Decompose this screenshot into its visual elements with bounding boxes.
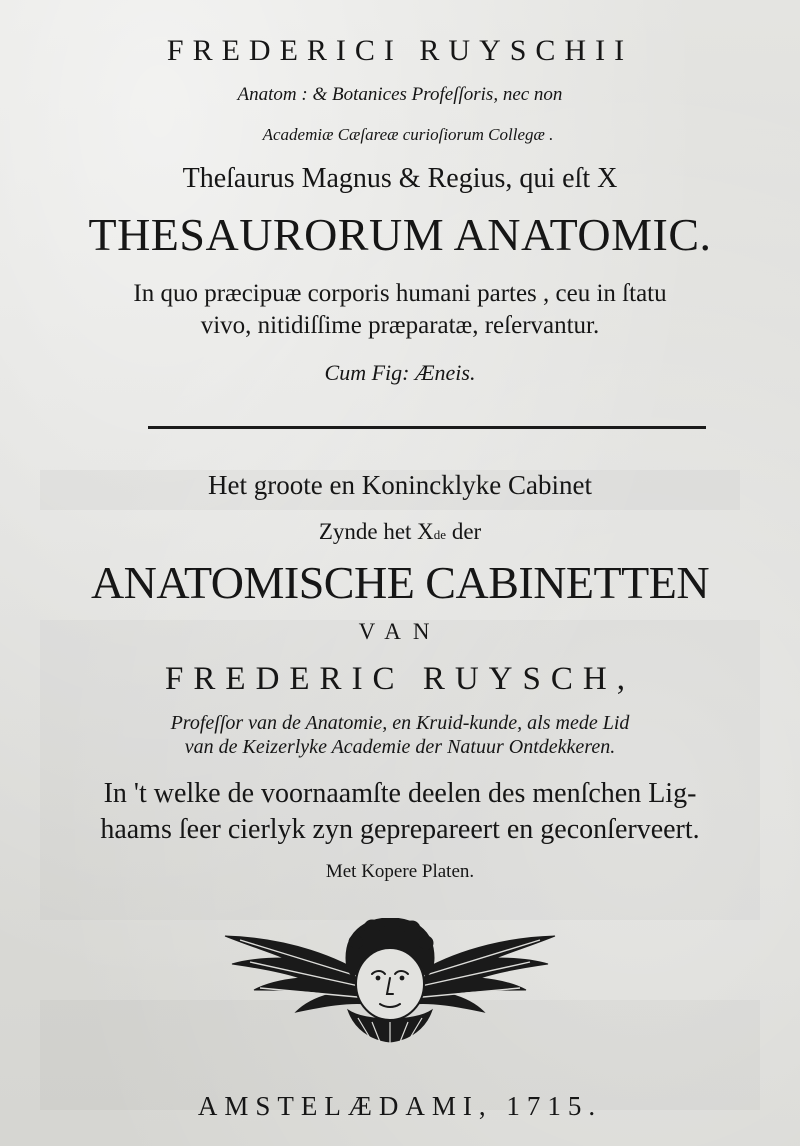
dutch-description-line-2: haams ſeer cierlyk zyn geprepareert en geconſerveert. — [100, 814, 700, 845]
latin-title: THESAURORUM ANATOMIC. — [88, 209, 712, 260]
dutch-title: ANATOMISCHE CABINETTEN — [90, 557, 710, 608]
dutch-plates-note: Met Kopere Platen. — [325, 861, 475, 882]
dutch-line-2-prefix: Zynde het X — [318, 519, 434, 544]
latin-affiliation-line-1: Anatom : & Botanices Profeſſoris, nec non — [237, 84, 563, 105]
dutch-description-line-1: In 't welke de voornaamſte deelen des menſchen Lig- — [103, 778, 697, 809]
dutch-subtitle: Het groote en Konincklyke Cabinet — [208, 470, 592, 500]
dutch-affiliation-line-1: Profeſſor van de Anatomie, en Kruid-kunde, als mede Lid — [170, 712, 630, 734]
divider-rule — [148, 426, 706, 429]
latin-author: FREDERICI RUYSCHII — [166, 34, 634, 67]
imprint: AMSTELÆDAMI, 1715. — [197, 1091, 603, 1121]
winged-cherub-icon — [220, 918, 560, 1048]
dutch-line-2-suffix: der — [446, 519, 482, 544]
dutch-van: VAN — [358, 619, 442, 644]
latin-description-line-1: In quo præcipuæ corporis humani partes , ceu in ſtatu — [133, 280, 667, 307]
latin-figures-note: Cum Fig: Æneis. — [324, 360, 476, 385]
dutch-affiliation-line-2: van de Keizerlyke Academie der Natuur Ontdekkeren. — [184, 736, 616, 758]
dutch-author: FREDERIC RUYSCH, — [165, 661, 635, 697]
dutch-line-2 — [0, 520, 800, 543]
latin-affiliation-line-2: Academiæ Cæſareæ curioſiorum Collegæ . — [262, 125, 554, 144]
latin-description-line-2: vivo, nitidiſſime præparatæ, reſervantur. — [200, 312, 600, 339]
dutch-line-2-ordinal: de — [433, 527, 447, 542]
latin-subtitle: Theſaurus Magnus & Regius, qui eſt X — [182, 163, 618, 194]
